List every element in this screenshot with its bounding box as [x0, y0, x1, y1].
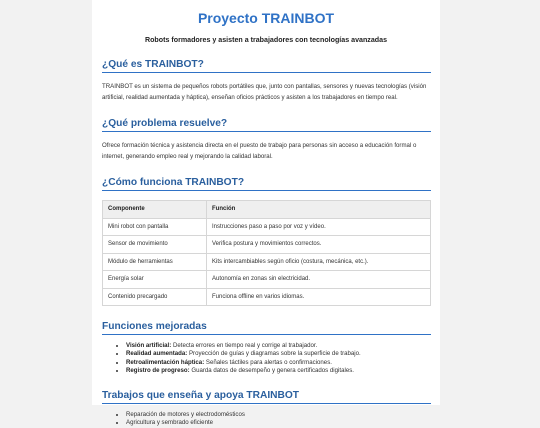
table-cell: Kits intercambiables según oficio (costura, mecánica, etc.). — [207, 253, 431, 271]
table-cell: Mini robot con pantalla — [103, 218, 207, 236]
table-cell: Módulo de herramientas — [103, 253, 207, 271]
list-item: • Agricultura y sembrado eficiente — [126, 419, 440, 427]
list-item: • Reparación de motores y electrodomésticos — [126, 411, 440, 419]
feature-label: Realidad aumentada: — [126, 350, 188, 358]
components-table — [102, 200, 431, 306]
feature-text: Guarda datos de desempeño y genera certificados digitales. — [189, 366, 354, 374]
section-text-what: TRAINBOT es un sistema de pequeños robots portátiles que, junto con pantallas, sensores y nuevas tecnologías (visión artificial, realidad aumentada y háptica), enseñan oficios prácticos y asisten a los trabajadores en tiempo real. — [102, 83, 427, 101]
list-item — [126, 342, 440, 350]
list-item — [126, 350, 440, 358]
table-cell: Sensor de movimiento — [103, 236, 207, 254]
table-row — [103, 218, 431, 236]
section-heading-problem: ¿Qué problema resuelve? — [102, 118, 431, 132]
section-heading-how: ¿Cómo funciona TRAINBOT? — [102, 177, 431, 191]
table-cell: Funciona offline en varios idiomas. — [207, 288, 431, 306]
feature-label: Registro de progreso: — [126, 366, 190, 374]
list-item — [126, 359, 440, 367]
section-heading-what: ¿Qué es TRAINBOT? — [102, 59, 431, 73]
feature-text: Detecta errores en tiempo real y corrige al trabajador. — [171, 342, 318, 349]
features-list — [126, 342, 440, 375]
table-cell: Verifica postura y movimientos correctos. — [207, 236, 431, 254]
list-item — [126, 367, 440, 375]
section-text-problem: Ofrece formación técnica y asistencia directa en el puesto de trabajo para personas sin acceso a educación formal o internet, generando empleo real y mejorando la calidad laboral. — [102, 142, 417, 160]
table-row — [103, 236, 431, 254]
table-cell: Instrucciones paso a paso por voz y vídeo. — [207, 218, 431, 236]
feature-text: Proyección de guías y diagramas sobre la superficie de trabajo. — [187, 350, 361, 358]
section-heading-jobs: Trabajos que enseña y apoya TRAINBOT — [102, 390, 431, 404]
document-page — [92, 0, 440, 427]
section-heading-features: Funciones mejoradas — [102, 321, 431, 335]
feature-label: Retroalimentación háptica: — [126, 358, 205, 366]
feature-text: Señales táctiles para alertas o confirmaciones. — [204, 358, 332, 366]
table-header-row — [103, 201, 431, 219]
page-title: Proyecto TRAINBOT — [197, 10, 335, 26]
table-header-cell: Función — [207, 201, 431, 219]
feature-label: Visión artificial: — [126, 342, 172, 349]
jobs-list — [126, 411, 440, 428]
page-subtitle: Robots formadores y asisten a trabajadores con tecnologías avanzadas — [144, 36, 388, 44]
table-row — [103, 253, 431, 271]
table-cell: Energía solar — [103, 271, 207, 289]
table-cell: Autonomía en zonas sin electricidad. — [207, 271, 431, 289]
table-cell: Contenido precargado — [103, 288, 207, 306]
table-row — [103, 271, 431, 289]
table-row — [103, 288, 431, 306]
table-header-cell: Componente — [103, 201, 207, 219]
